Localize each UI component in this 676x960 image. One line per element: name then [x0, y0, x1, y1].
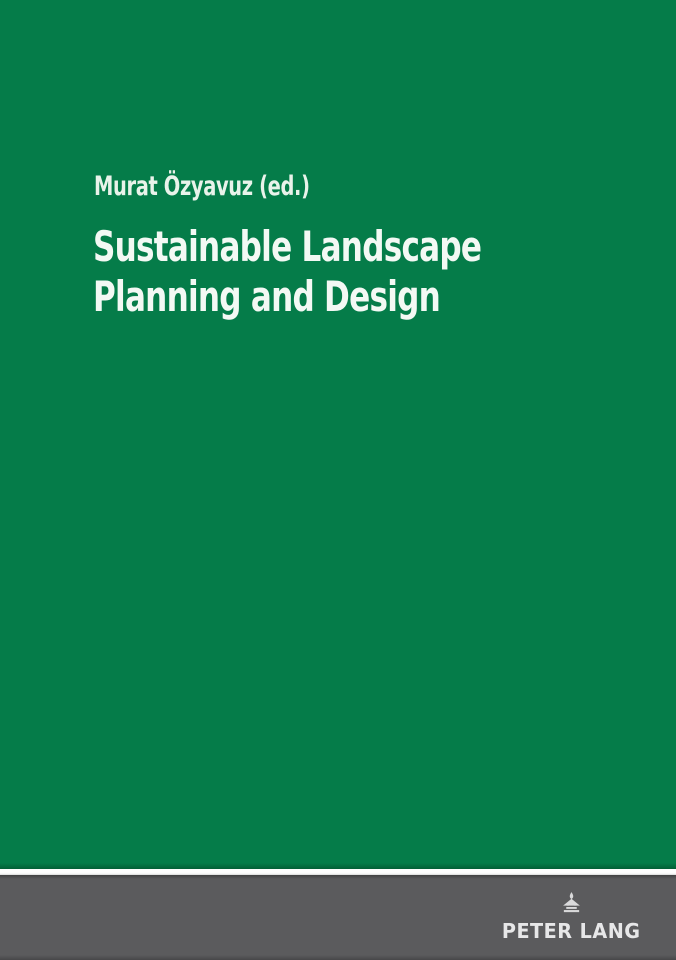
- title-line-1: Sustainable Landscape: [93, 222, 482, 271]
- publisher-name: PETER LANG: [501, 919, 641, 943]
- footer-top-shade: [0, 875, 676, 879]
- book-title: [93, 222, 618, 322]
- peter-lang-tree-icon: [561, 892, 582, 917]
- publisher-footer: [0, 875, 676, 960]
- book-author: Murat Özyavuz (ed.): [94, 171, 310, 202]
- title-line-2: Planning and Design: [93, 272, 441, 321]
- publisher-brand: [501, 892, 641, 943]
- footer-bottom-shade: [0, 955, 676, 960]
